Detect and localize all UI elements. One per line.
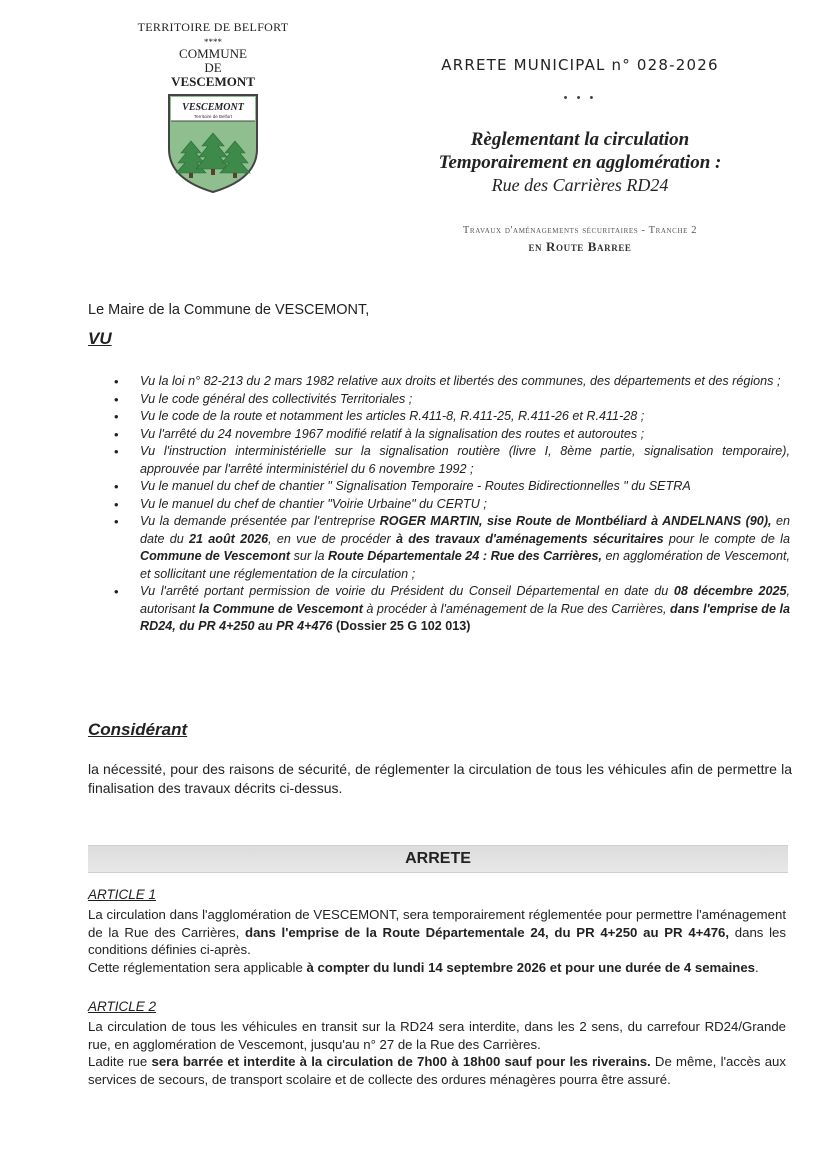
stars-separator: **** — [204, 37, 222, 47]
vu-list — [114, 373, 790, 636]
list-item: • Vu le manuel du chef de chantier " Signalisation Temporaire - Routes Bidirectionnelles " du SETRA — [114, 478, 790, 496]
subject-block — [400, 128, 760, 196]
considerant-text: la nécessité, pour des raisons de sécurité, de réglementer la circulation de tous les véhicules afin de permettre la finalisation des travaux décrits ci-dessus. — [88, 761, 792, 796]
article-1-text — [88, 906, 786, 976]
subject-line-1: Règlementant la circulation — [470, 129, 690, 150]
coat-of-arms-icon — [165, 91, 261, 195]
title-separator: • • • — [563, 92, 597, 104]
works-block — [400, 225, 760, 255]
commune-name: VESCEMONT — [171, 74, 255, 89]
text-span: . — [755, 959, 759, 975]
bold-span: la Commune de Vescemont — [198, 601, 363, 616]
crest-subtitle: Territoire de Belfort — [193, 114, 233, 119]
bold-span: Commune de Vescemont — [140, 549, 291, 563]
bold-span: à compter du lundi 14 septembre 2026 et pour une durée de 4 semaines — [306, 959, 755, 975]
works-line-1: Travaux d'aménagements sécuritaires - Tranche 2 — [462, 225, 698, 236]
subject-line-3: Rue des Carrières RD24 — [491, 175, 669, 195]
article-1-heading: ARTICLE 1 — [88, 887, 157, 902]
text-span: en date du — [140, 514, 790, 546]
list-item: • Vu le code général des collectivités Territoriales ; — [114, 391, 790, 409]
article-2-para-1: La circulation de tous les véhicules en transit sur la RD24 sera interdite, dans les 2 sens, du carrefour RD24/Grande rue, en agglomération de Vescemont, jusqu'au n° 27 de la Rue des Carrières. — [88, 1019, 786, 1052]
commune-header — [128, 20, 298, 195]
text-span: Ladite rue — [88, 1054, 152, 1069]
text-span: pour le compte de la — [663, 531, 790, 546]
document-title: ARRETE MUNICIPAL n° 028-2026 — [441, 56, 719, 74]
text-span: à procéder à l'aménagement de la Rue des Carrières, — [362, 601, 671, 616]
considerant-heading: Considérant — [88, 720, 188, 739]
list-item — [114, 583, 790, 636]
text-span: , autorisant — [140, 584, 790, 616]
bold-span: Route Départementale 24 : Rue des Carrières, — [328, 549, 602, 563]
bold-span: 21 août 2026 — [189, 531, 269, 546]
commune-de-label: DE — [204, 60, 222, 75]
text-span: De même, l'accès aux services de secours, de transport scolaire et de collecte des ordures ménagères pourra être assuré. — [88, 1054, 786, 1087]
text-span: , en vue de procéder — [268, 531, 396, 546]
intro-text: Le Maire de la Commune de VESCEMONT, — [88, 302, 370, 318]
bold-span: dans l'emprise de la RD24, du PR 4+250 au PR 4+476 — [140, 601, 790, 633]
vu-heading: VU — [88, 329, 112, 348]
list-item: • Vu la loi n° 82-213 du 2 mars 1982 relative aux droits et libertés des communes, des départements et des régions ; — [114, 373, 790, 391]
article-1-para-2 — [88, 959, 786, 977]
text-span: La circulation dans l'agglomération de VESCEMONT, sera temporairement réglementée pour permettre l'aménagement de la Rue des Carrières, — [88, 907, 786, 940]
text-span: sur la — [290, 549, 329, 563]
bold-span: (Dossier 25 G 102 013) — [336, 619, 471, 633]
commune-label: COMMUNE — [179, 46, 247, 61]
subject-line-2: Temporairement en agglomération : — [438, 152, 722, 173]
text-span: Vu l'arrêté portant permission de voirie du Président du Conseil Départemental en date du — [140, 584, 674, 598]
bold-span: 08 décembre 2025 — [673, 584, 787, 598]
article-2-para-2 — [88, 1053, 786, 1088]
article-1-para-1 — [88, 906, 786, 959]
list-item: • Vu l'instruction interministérielle sur la signalisation routière (livre I, 8ème partie, signalisation temporaire), approuvée par l'arrêté interministériel du 6 novembre 1992 ; — [114, 443, 790, 478]
article-2-heading: ARTICLE 2 — [88, 999, 157, 1014]
arrete-heading: ARRETE — [88, 845, 788, 873]
list-item: • Vu l'arrêté du 24 novembre 1967 modifié relatif à la signalisation des routes et autoroutes ; — [114, 426, 790, 444]
text-span: Vu la demande présentée par l'entreprise — [140, 514, 380, 528]
bold-span: dans l'emprise de la Route Départementale 24, du PR 4+250 au PR 4+476, — [245, 924, 730, 940]
bold-span: à des travaux d'aménagements sécuritaires — [395, 531, 664, 546]
text-span: dans les conditions définies ci-après. — [88, 924, 786, 957]
works-line-2: en Route Barree — [528, 239, 632, 254]
list-item: • Vu le manuel du chef de chantier "Voirie Urbaine" du CERTU ; — [114, 496, 790, 514]
territoire-label: TERRITOIRE DE BELFORT — [137, 20, 289, 34]
text-span: en agglomération de Vescemont, et sollicitant une réglementation de la circulation ; — [140, 549, 791, 581]
text-span: Cette réglementation sera applicable — [88, 959, 307, 975]
bold-span: ROGER MARTIN, sise Route de Montbéliard à ANDELNANS (90), — [379, 514, 772, 528]
list-item — [114, 513, 790, 583]
article-2-text — [88, 1018, 786, 1088]
bold-span: sera barrée et interdite à la circulation de 7h00 à 18h00 sauf pour les riverains. — [151, 1054, 651, 1069]
crest-name: VESCEMONT — [182, 102, 244, 113]
list-item: • Vu le code de la route et notamment les articles R.411-8, R.411-25, R.411-26 et R.411-28 ; — [114, 408, 790, 426]
